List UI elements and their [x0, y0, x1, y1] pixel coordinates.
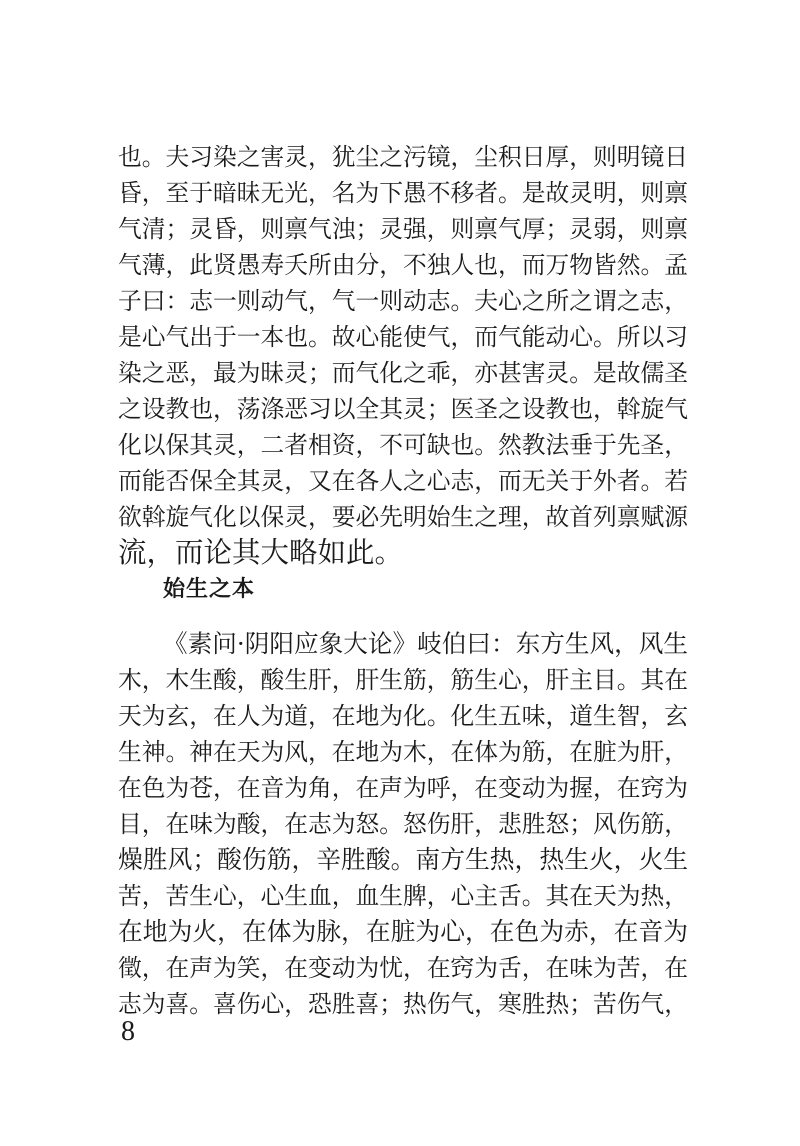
text-line: 之设教也，荡涤恶习以全其灵；医圣之设教也，斡旋气: [118, 395, 689, 423]
text-line: 昏，至于暗昧无光，名为下愚不移者。是故灵明，则禀: [118, 179, 689, 207]
text-line: 志为喜。喜伤心，恐胜喜；热伤气，寒胜热；苦伤气，: [118, 990, 689, 1018]
text-line: 是心气出于一本也。故心能使气，而气能动心。所以习: [118, 323, 689, 351]
text-line: 化以保其灵，二者相资，不可缺也。然教法垂于先圣，: [118, 431, 689, 459]
text-line: 气薄，此贤愚寿夭所由分，不独人也，而万物皆然。孟: [118, 251, 689, 279]
text-line: 徵，在声为笑，在变动为忧，在窍为舌，在味为苦，在: [118, 954, 689, 982]
text-line: 苦，苦生心，心生血，血生脾，心主舌。其在天为热，: [118, 882, 689, 910]
text-line: 气清；灵昏，则禀气浊；灵强，则禀气厚；灵弱，则禀: [118, 215, 689, 243]
text-line: 欲斡旋气化以保灵，要必先明始生之理，故首列禀赋源: [118, 503, 689, 531]
page-number: 8: [121, 1016, 135, 1047]
text-line: 染之恶，最为昧灵；而气化之乖，亦甚害灵。是故儒圣: [118, 359, 689, 387]
text-line: 燥胜风；酸伤筋，辛胜酸。南方生热，热生火，火生: [118, 845, 688, 874]
text-line: 《素问·阴阳应象大论》岐伯曰：东方生风，风生: [163, 629, 688, 658]
text-line: 而能否保全其灵，又在各人之心志，而无关于外者。若: [118, 467, 689, 495]
text-line: 目，在味为酸，在志为怒。怒伤肝，悲胜怒；风伤筋，: [118, 810, 689, 838]
text-line: 天为玄，在人为道，在地为化。化生五味，道生智，玄: [118, 702, 689, 730]
text-line: 也。夫习染之害灵，犹尘之污镜，尘积日厚，则明镜日: [118, 143, 689, 171]
text-line: 在色为苍，在音为角，在声为呼，在变动为握，在窍为: [118, 774, 689, 802]
text-line: 在地为火，在体为脉，在脏为心，在色为赤，在音为: [118, 917, 688, 946]
text-line: 流，而论其大略如此。: [118, 536, 404, 569]
text-line: 生神。神在天为风，在地为木，在体为筋，在脏为肝，: [118, 738, 689, 766]
section-heading: 始生之本: [163, 577, 256, 602]
text-line: 子曰：志一则动气，气一则动志。夫心之所之谓之志，: [118, 287, 689, 315]
text-line: 木，木生酸，酸生肝，肝生筋，筋生心，肝主目。其在: [118, 666, 689, 694]
